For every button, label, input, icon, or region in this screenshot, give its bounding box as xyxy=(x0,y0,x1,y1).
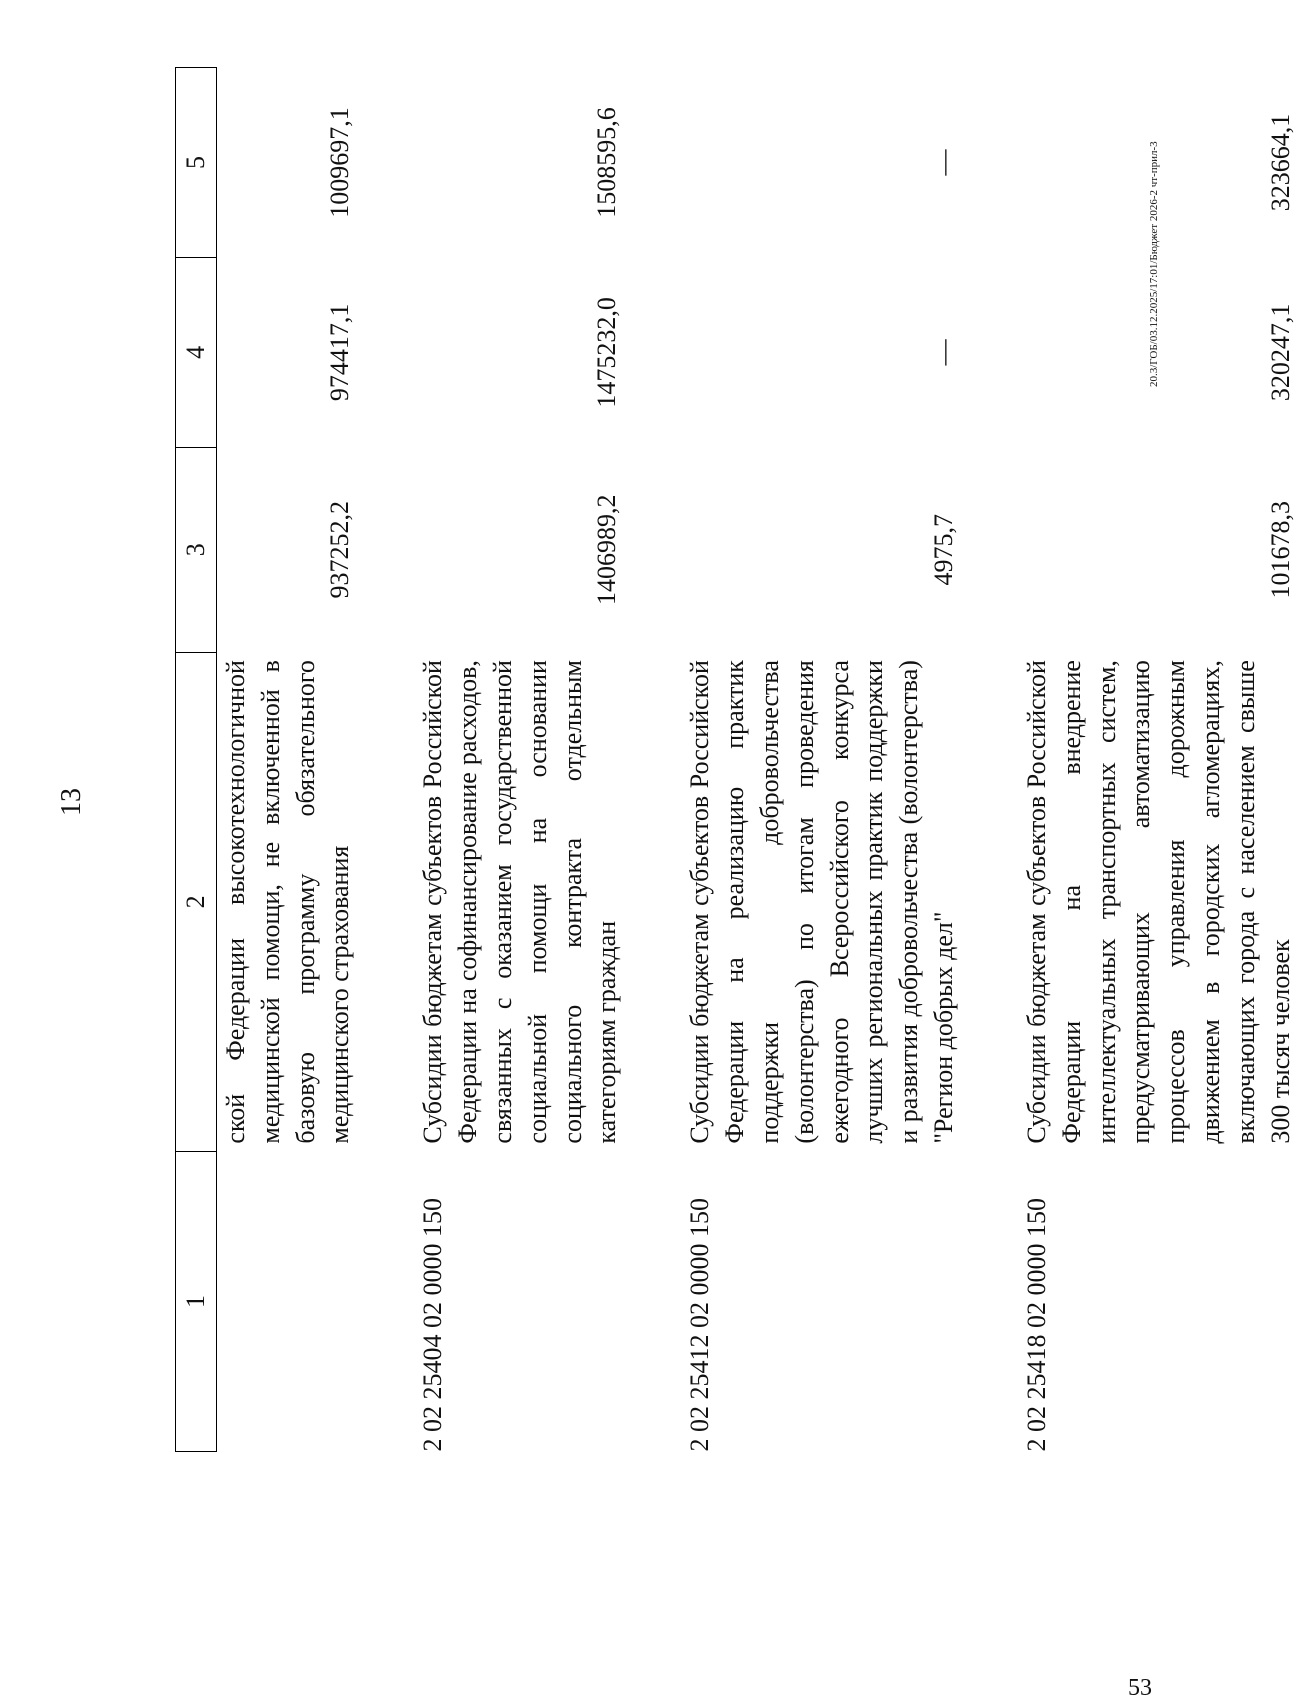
row-code: 2 02 25404 02 0000 150 xyxy=(418,1198,448,1452)
header-col-1: 1 xyxy=(176,1152,217,1452)
footer-document-code: 20.3/ГОБ/03.12.2025/17:01/Бюджет 2026-2 чт-прил-3 xyxy=(1148,141,1160,387)
table-row xyxy=(217,68,373,1452)
row-description: Субсидии бюджетам субъектов Российской Федерации на реализацию практик поддержки добровольчества (волонтерства) по итогам проведения ежегодного Всероссийского конкурса лучших региональных практик поддержки и развития добровольчества (волонтерства) "Регион добрых дел" xyxy=(685,660,959,1144)
row-value-col4: — xyxy=(929,339,959,366)
row-value-col3: 4975,7 xyxy=(929,513,959,586)
row-description: Субсидии бюджетам субъектов Российской Федерации на софинансирование расходов, связанных с оказанием государственной социальной помощи на основании социального контракта отдельным категориям граждан xyxy=(418,660,622,1144)
row-value-col4: 320247,1 xyxy=(1265,303,1295,402)
row-code: 2 02 25412 02 0000 150 xyxy=(685,1198,715,1452)
row-value-col4: 1475232,0 xyxy=(592,297,622,408)
sheet-number: 53 xyxy=(1128,1675,1152,1701)
header-col-4: 4 xyxy=(176,257,217,447)
table-row xyxy=(639,68,976,1452)
row-value-col5: — xyxy=(929,149,959,176)
header-col-5: 5 xyxy=(176,68,217,258)
row-value-col3: 1406989,2 xyxy=(592,494,622,605)
row-value-col5: 1508595,6 xyxy=(592,107,622,218)
table-header-row xyxy=(176,68,217,1452)
page-number: 13 xyxy=(56,788,87,816)
row-description: ской Федерации высокотехнологичной медицинской помощи, не включенной в базовую программу обязательного медицинского страхования xyxy=(221,660,355,1144)
row-value-col3: 101678,3 xyxy=(1265,500,1295,599)
row-description: Субсидии бюджетам субъектов Российской Федерации на внедрение интеллектуальных транспортных систем, предусматривающих автоматизацию процессов управления дорожным движением в городских агломерациях, включающих города с населением свыше 300 тысяч человек xyxy=(1021,660,1295,1144)
table-row xyxy=(976,68,1313,1452)
row-value-col5: 323664,1 xyxy=(1265,113,1295,212)
budget-table xyxy=(175,67,1313,1452)
row-code: 2 02 25418 02 0000 150 xyxy=(1021,1198,1051,1452)
row-value-col5: 1009697,1 xyxy=(325,107,355,218)
header-col-2: 2 xyxy=(176,652,217,1152)
row-value-col3: 937252,2 xyxy=(325,500,355,599)
header-col-3: 3 xyxy=(176,447,217,652)
row-value-col4: 974417,1 xyxy=(325,303,355,402)
table-row xyxy=(372,68,639,1452)
row-code xyxy=(217,1152,373,1452)
